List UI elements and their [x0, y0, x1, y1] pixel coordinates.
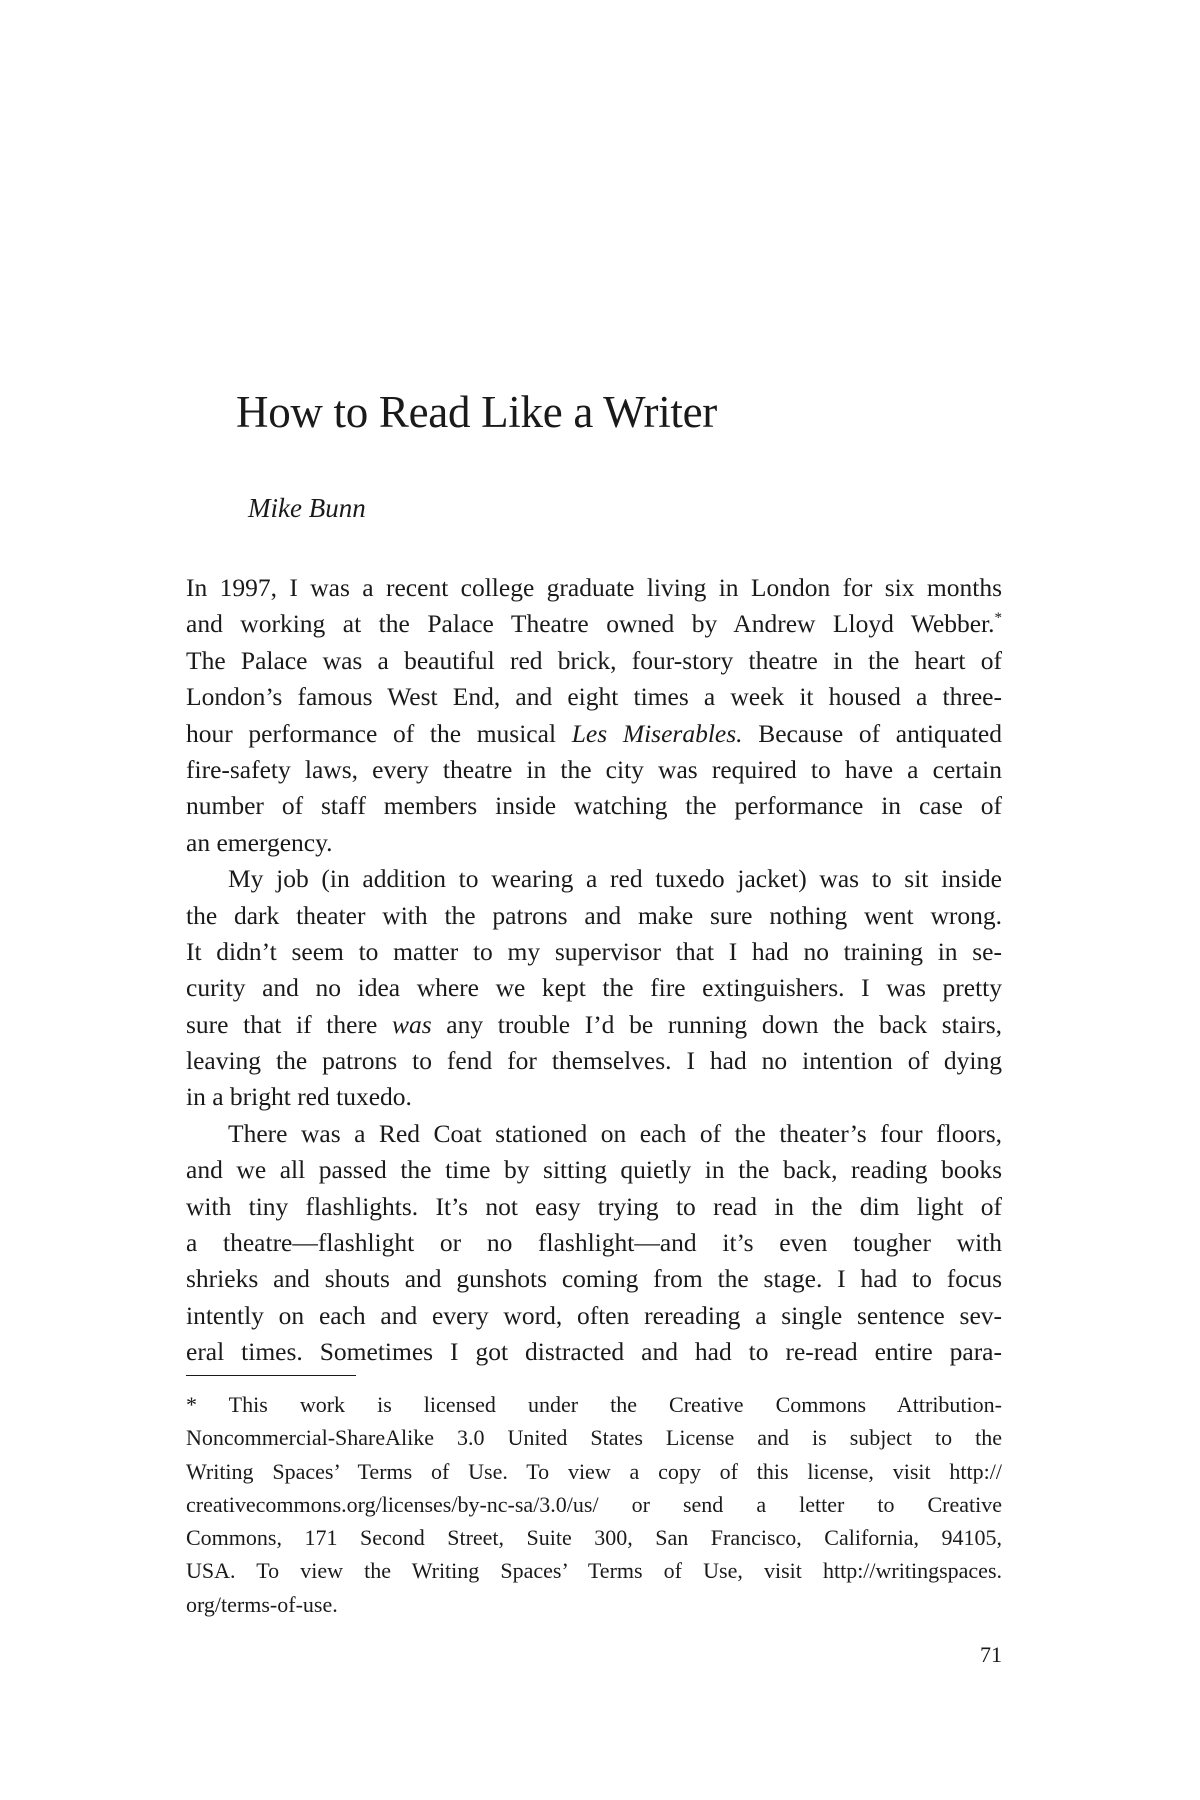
text-line: fire-safety laws, every theatre in the city was required to have a certain	[186, 754, 1002, 784]
text-line: leaving the patrons to fend for themselves. I had no intention of dying	[186, 1046, 1002, 1076]
footnote-marker: *	[994, 610, 1002, 627]
footnote-divider	[186, 1375, 356, 1376]
italic-emphasis: was	[391, 1009, 432, 1039]
footnote-line: Commons, 171 Second Street, Suite 300, San Francisco, California, 94105,	[186, 1525, 1002, 1551]
text-line: The Palace was a beautiful red brick, four-story theatre in the heart of	[186, 645, 1002, 675]
page-number: 71	[980, 1642, 1002, 1667]
footnote-line: * This work is licensed under the Creative Commons Attribution-	[186, 1392, 1002, 1417]
text-line: eral times. Sometimes I got distracted and had to re-read entire para-	[186, 1337, 1002, 1367]
footnote-line: Noncommercial-ShareAlike 3.0 United States License and is subject to the	[186, 1425, 1002, 1451]
text-line: London’s famous West End, and eight times a week it housed a three-	[186, 682, 1002, 712]
text-line: and working at the Palace Theatre owned by Andrew Lloyd Webber.*	[186, 609, 1002, 639]
footnote-line: creativecommons.org/licenses/by-nc-sa/3.0/us/ or send a letter to Creative	[186, 1491, 1002, 1517]
text-line: with tiny flashlights. It’s not easy trying to read in the dim light of	[186, 1191, 1002, 1221]
footnote	[186, 1388, 1002, 1621]
text-line: hour performance of the musical Les Miserables. Because of antiquated	[186, 718, 1002, 748]
text-line: In 1997, I was a recent college graduate living in London for six months	[186, 573, 1002, 602]
text-line: curity and no idea where we kept the fire extinguishers. I was pretty	[186, 973, 1002, 1003]
text-line: sure that if there was any trouble I’d be running down the back stairs,	[186, 1009, 1002, 1039]
text-line: shrieks and shouts and gunshots coming from the stage. I had to focus	[186, 1264, 1002, 1294]
text-line: My job (in addition to wearing a red tuxedo jacket) was to sit inside	[228, 864, 1002, 894]
footnote-line: org/terms-of-use.	[186, 1591, 338, 1617]
footnote-marker: *	[186, 1392, 197, 1417]
text-line: number of staff members inside watching the performance in case of	[186, 791, 1002, 821]
author-name: Mike Bunn	[248, 493, 366, 523]
text-line: and we all passed the time by sitting quietly in the back, reading books	[186, 1155, 1002, 1185]
text-line: the dark theater with the patrons and make sure nothing went wrong.	[186, 900, 1002, 930]
text-line: intently on each and every word, often rereading a single sentence sev-	[186, 1300, 1002, 1330]
text-line: It didn’t seem to matter to my supervisor that I had no training in se-	[186, 936, 1002, 966]
body-text	[186, 570, 1002, 1371]
chapter-title: How to Read Like a Writer	[236, 387, 717, 437]
text-line: an emergency.	[186, 827, 333, 857]
footnote-line: Writing Spaces’ Terms of Use. To view a copy of this license, visit http://	[186, 1458, 1002, 1484]
italic-title: Les Miserables.	[571, 718, 743, 748]
text-line: in a bright red tuxedo.	[186, 1082, 412, 1112]
text-line: a theatre—flashlight or no flashlight—and it’s even tougher with	[186, 1228, 1002, 1258]
footnote-line: USA. To view the Writing Spaces’ Terms of Use, visit http://writingspaces.	[186, 1558, 1002, 1584]
text-line: There was a Red Coat stationed on each of the theater’s four floors,	[228, 1118, 1002, 1148]
